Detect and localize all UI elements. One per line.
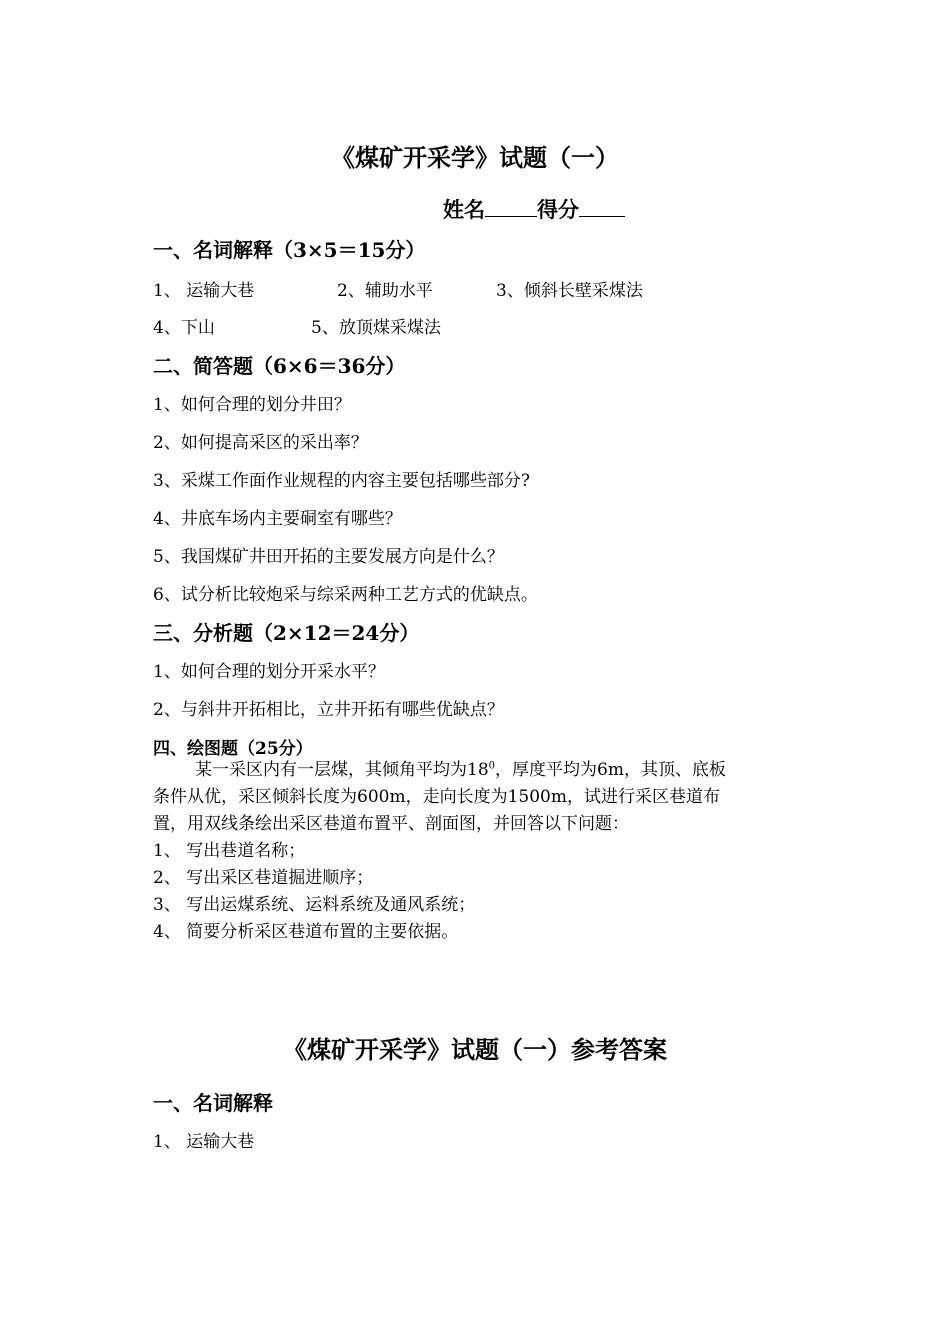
section2-item: 3、采煤工作面作业规程的内容主要包括哪些部分?: [153, 471, 530, 491]
section4-paragraph-line1: 某一采区内有一层煤，其倾角平均为$18^0$，厚度平均为6m，其顶、底板: [195, 760, 726, 780]
section1-heading: 一、名词解释（3×5＝15分）: [153, 238, 426, 262]
section4-paragraph-line2: 条件从优，采区倾斜长度为600m，走向长度为1500m，试进行采区巷道布: [153, 787, 720, 807]
section4-item: 1、 写出巷道名称；: [153, 841, 306, 861]
exam-title: 《煤矿开采学》试题（一）: [331, 143, 619, 172]
answer-section1-heading: 一、名词解释: [153, 1091, 273, 1115]
section2-item: 1、如何合理的划分井田？: [153, 395, 351, 415]
section4-item: 3、 写出运煤系统、运料系统及通风系统；: [153, 895, 476, 915]
section1-item: 4、下山: [153, 318, 215, 338]
section1-item: 1、 运输大巷: [153, 281, 255, 301]
section4-heading: 四、绘图题（25分）: [153, 739, 313, 759]
section2-item: 5、我国煤矿井田开拓的主要发展方向是什么？: [153, 547, 504, 567]
section1-item: 3、倾斜长壁采煤法: [496, 281, 643, 301]
section4-item: 2、 写出采区巷道掘进顺序；: [153, 868, 374, 888]
score-label: 得分: [537, 197, 579, 222]
score-blank[interactable]: [579, 198, 625, 217]
section1-item: 5、放顶煤采煤法: [311, 318, 441, 338]
section1-item: 2、辅助水平: [337, 281, 433, 301]
section2-item: 6、试分析比较炮采与综采两种工艺方式的优缺点。: [153, 585, 538, 605]
answer-title: 《煤矿开采学》试题（一）参考答案: [283, 1035, 667, 1064]
section2-heading: 二、简答题（6×6＝36分）: [153, 354, 406, 378]
section2-item: 2、如何提高采区的采出率？: [153, 433, 368, 453]
section3-item: 2、与斜井开拓相比，立井开拓有哪些优缺点？: [153, 700, 504, 720]
answer-section1-item: 1、 运输大巷: [153, 1132, 255, 1152]
section2-item: 4、井底车场内主要硐室有哪些？: [153, 509, 402, 529]
section4-paragraph-line3: 置，用双线条绘出采区巷道布置平、剖面图，并回答以下问题：: [153, 814, 629, 834]
name-score-line: [443, 194, 625, 224]
section3-heading: 三、分析题（2×12＝24分）: [153, 621, 420, 645]
name-label: 姓名: [443, 197, 485, 222]
section3-item: 1、如何合理的划分开采水平？: [153, 662, 385, 682]
section4-item: 4、 简要分析采区巷道布置的主要依据。: [153, 922, 459, 942]
name-blank[interactable]: [485, 198, 537, 217]
